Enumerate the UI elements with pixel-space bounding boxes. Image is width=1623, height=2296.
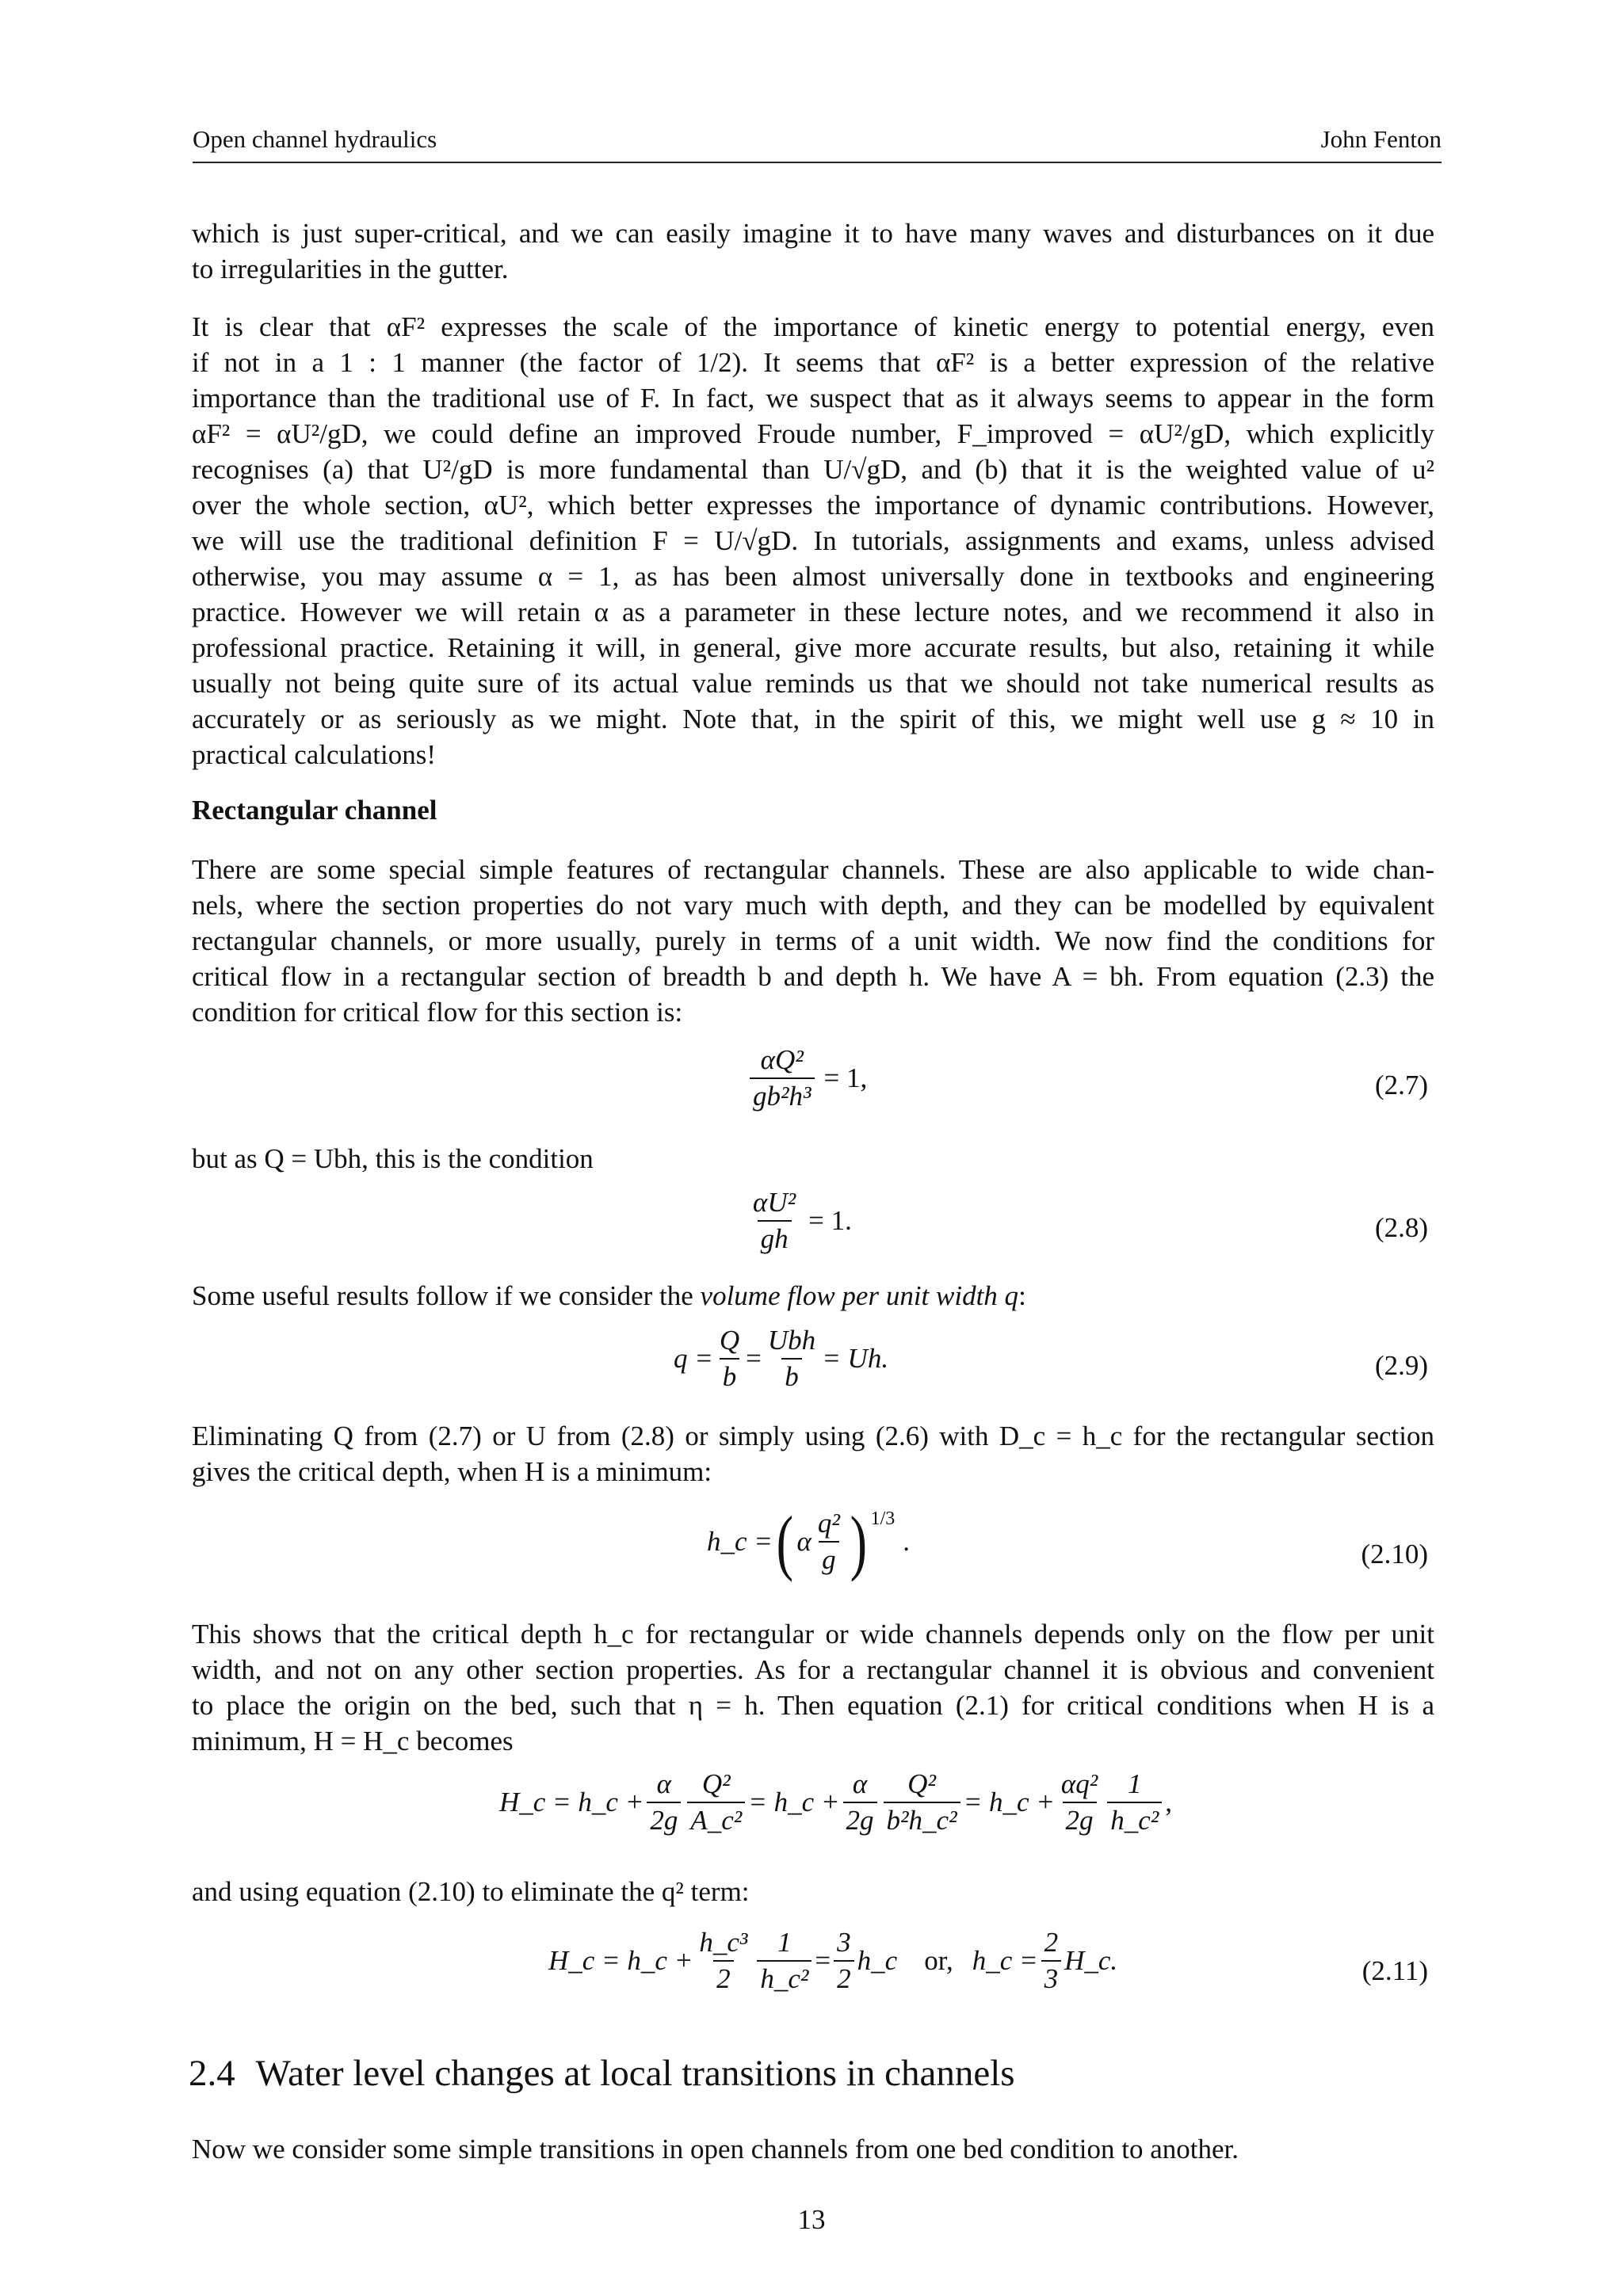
section-title: Water level changes at local transitions in channels — [255, 2053, 1015, 2094]
fraction: $\frac{\text{αU²}}{gh}$ — [753, 1187, 796, 1254]
page-number: 13 — [797, 2204, 826, 2235]
equation-2-8: $\frac{\text{αU²}}{gh}$ = 1. (2.8) — [192, 1187, 1434, 1274]
paragraph-8 — [192, 1874, 1434, 1909]
text-line: otherwise, you may assume α = 1, as has been almost universally done in textbooks and engineering — [192, 561, 1434, 592]
text-line: gives the critical depth, when H is a minimum: — [192, 1456, 712, 1487]
text-line: Eliminating Q from (2.7) or U from (2.8) or simply using (2.6) with D_c = h_c for the rectangular section — [192, 1421, 1434, 1451]
equation-2-11: H_c = h_c + $\frac{\text{h\_c³}}{2}$ $\frac{1}{\text{h\_c²}}$ = $\frac{3}{2}$ h_c or, h_c = $\frac{2}{3}$ H_c. (2.11) — [548, 1927, 1428, 1994]
section-heading — [189, 2052, 1015, 2095]
text-line: which is just super-critical, and we can easily imagine it to have many waves and disturbances on it due — [192, 218, 1434, 249]
text-line: Now we consider some simple transitions in open channels from one bed condition to another. — [192, 2134, 1239, 2164]
text-line: width, and not on any other section properties. As for a rectangular channel it is obvious and convenient — [192, 1654, 1434, 1685]
fraction: $\frac{\text{Ubh}}{b}$ — [767, 1325, 816, 1392]
paragraph-5 — [192, 1278, 1434, 1314]
equation-2-9: q = $\frac{Q}{b}$ = $\frac{\text{Ubh}}{b}$ = Uh. (2.9) — [674, 1325, 1428, 1392]
paragraph-1 — [192, 215, 1434, 287]
equation-number: (2.11) — [1361, 1955, 1428, 1986]
equation-critical-energy: H_c = h_c + $\frac{\alpha}{2g}$ $\frac{\text{Q²}}{\text{A\_c²}}$ = h_c + $\frac{\alpha}{2g}$ $\frac{\text{Q²}}{\text{b²h\_c²}}$ = h_c + $\frac{\text{αq²}}{2g}$ $\frac{1}{\text{h\_c²}}$ , — [499, 1768, 1173, 1836]
paragraph-7 — [192, 1616, 1434, 1759]
section-number: 2.4 — [189, 2053, 235, 2094]
text-line: It is clear that αF² expresses the scale of the importance of kinetic energy to potential energy, even — [192, 311, 1434, 342]
equation-number: (2.10) — [1361, 1539, 1428, 1569]
text-line: recognises (a) that U²/gD is more fundamental than U/√gD, and (b) that it is the weighted value of u² — [192, 454, 1434, 485]
paragraph-2 — [192, 309, 1434, 772]
paragraph-9 — [192, 2131, 1434, 2167]
text-line: over the whole section, αU², which better expresses the importance of dynamic contributions. However, — [192, 490, 1434, 521]
text-line: critical flow in a rectangular section of breadth b and depth h. We have A = bh. From equation (2.3) the — [192, 961, 1434, 992]
paragraph-3 — [192, 852, 1434, 1030]
fraction: $\frac{Q}{b}$ — [719, 1325, 740, 1392]
text-line: if not in a 1 : 1 manner (the factor of 1/2). It seems that αF² is a better expression of the relative — [192, 347, 1434, 378]
text-line: This shows that the critical depth h_c for rectangular or wide channels depends only on the flow per unit — [192, 1619, 1434, 1650]
running-header — [193, 122, 1442, 163]
fraction: $\frac{\text{q²}}{g}$ — [817, 1508, 840, 1575]
text-line: nels, where the section properties do not vary much with depth, and they can be modelled by equivalent — [192, 890, 1434, 921]
equation-number: (2.8) — [1374, 1212, 1428, 1243]
header-title: Open channel hydraulics — [193, 125, 437, 153]
text-line: importance than the traditional use of F. In fact, we suspect that as it always seems to appear in the form — [192, 383, 1434, 414]
text-line: minimum, H = H_c becomes — [192, 1726, 514, 1756]
text-line: condition for critical flow for this section is: — [192, 997, 683, 1028]
header-author: John Fenton — [1320, 125, 1442, 153]
text-line: and using equation (2.10) to eliminate the q² term: — [192, 1876, 750, 1907]
text-line: There are some special simple features of rectangular channels. These are also applicable to wide chan- — [192, 854, 1434, 885]
text-line: rectangular channels, or more usually, purely in terms of a unit width. We now find the conditions for — [192, 925, 1434, 956]
paragraph-4 — [192, 1141, 1434, 1177]
equation-2-7: $\frac{\text{αQ²}}{\text{gb²h³}}$ = 1, (2.7) — [192, 1044, 1434, 1131]
right-paren: ) — [850, 1501, 867, 1582]
text-line: accurately or as seriously as we might. Note that, in the spirit of this, we might well use g ≈ 10 in — [192, 704, 1434, 734]
text-line: practical calculations! — [192, 739, 437, 770]
paragraph-6 — [192, 1418, 1434, 1489]
exponent: 1/3 — [870, 1508, 896, 1529]
text-line: usually not being quite sure of its actual value reminds us that we should not take numerical results as — [192, 668, 1434, 699]
left-paren: ( — [776, 1501, 793, 1582]
text-line: to place the origin on the bed, such that η = h. Then equation (2.1) for critical conditions when H is a — [192, 1690, 1434, 1721]
fraction: $\frac{\text{αQ²}}{\text{gb²h³}}$ — [750, 1044, 815, 1112]
text-line: to irregularities in the gutter. — [192, 254, 509, 284]
text-line: professional practice. Retaining it will, in general, give more accurate results, but also, retaining it while — [192, 632, 1434, 663]
equation-number: (2.9) — [1374, 1350, 1428, 1381]
text-line: but as Q = Ubh, this is the condition — [192, 1143, 594, 1174]
equation-number: (2.7) — [1374, 1070, 1428, 1100]
text-line: we will use the traditional definition F = U/√gD. In tutorials, assignments and exams, unless advised — [192, 525, 1434, 556]
text-line: practice. However we will retain α as a parameter in these lecture notes, and we recommend it also in — [192, 597, 1434, 627]
equation-2-10: h_c = ( α $\frac{\text{q²}}{g}$ ) 1/3 . (2.10) — [707, 1501, 1428, 1582]
text-line: αF² = αU²/gD, we could define an improved Froude number, F_improved = αU²/gD, which explicitly — [192, 418, 1434, 449]
text-line: Some useful results follow if we consider the volume flow per unit width q: — [192, 1280, 1026, 1311]
subsection-heading: Rectangular channel — [192, 795, 437, 826]
